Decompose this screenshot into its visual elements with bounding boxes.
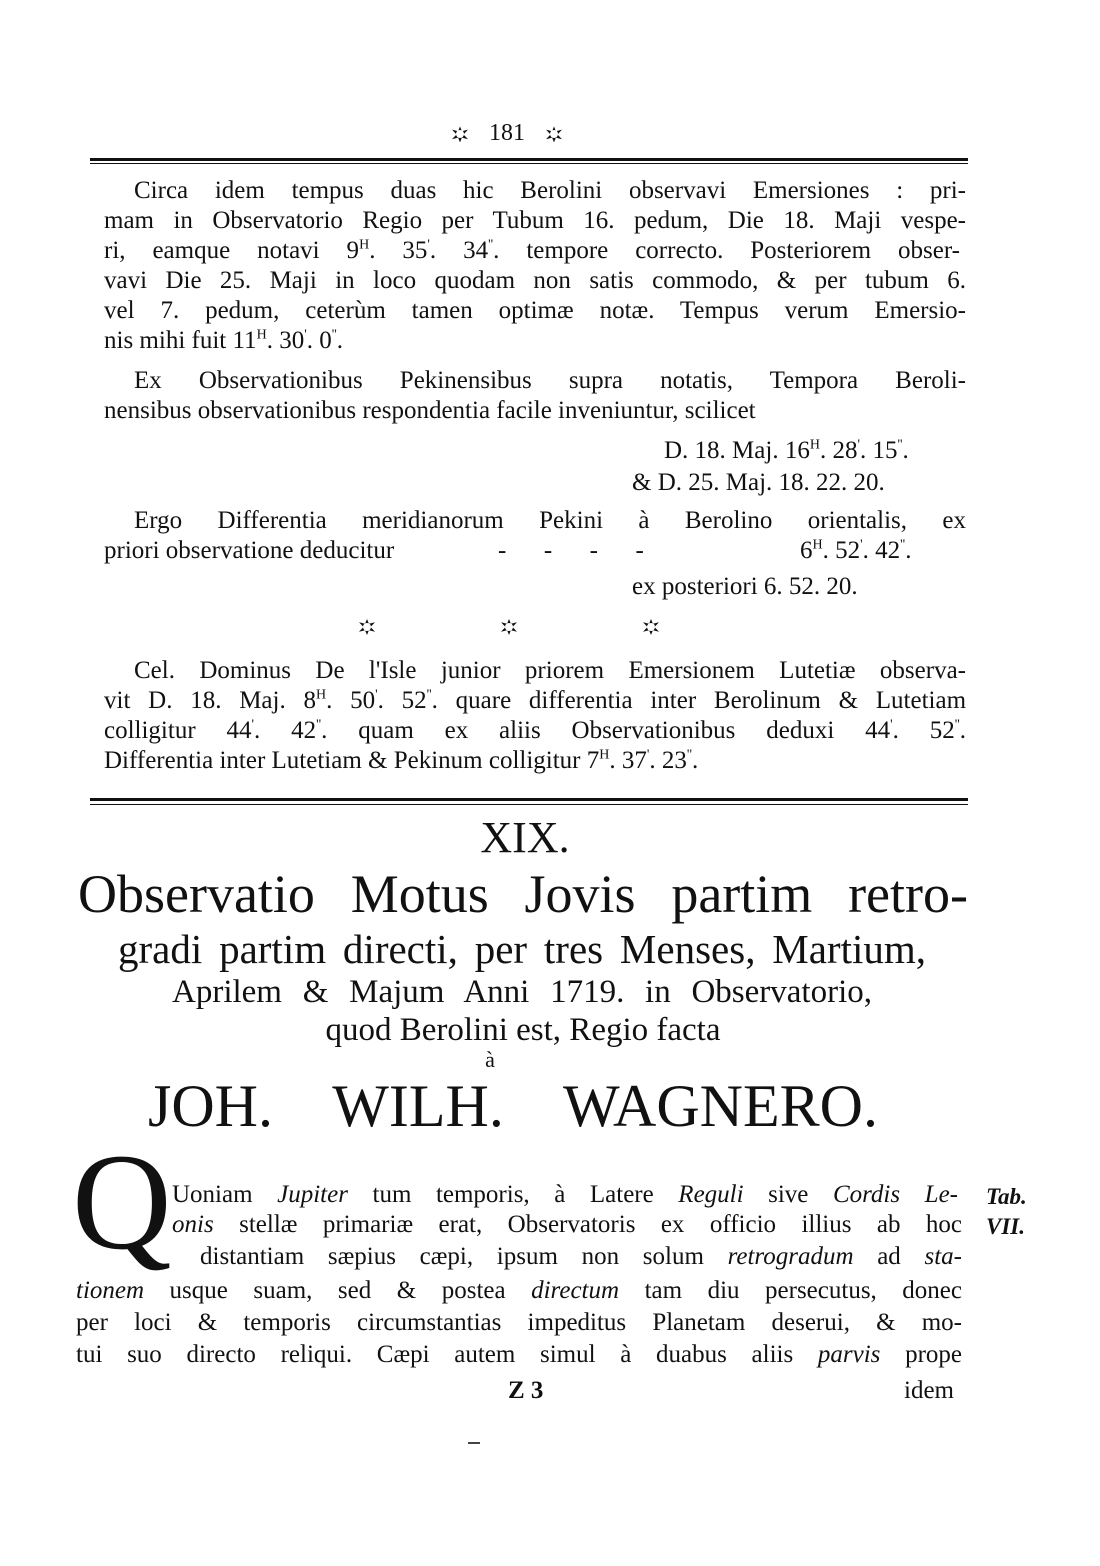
title-line: à <box>485 1047 495 1072</box>
body-line: Uoniam Jupiter tum temporis, à Latere Reguli sive Cordis Le- <box>172 1181 958 1208</box>
title-line: Aprilem & Majum Anni 1719. in Observatorio, <box>172 974 872 1010</box>
fleuron-icon <box>356 616 378 638</box>
body-line: per loci & temporis circumstantias impeditus Planetam deserui, & mo- <box>76 1309 962 1336</box>
page-number: 181 <box>489 120 525 146</box>
data-row: & D. 25. Maj. 18. 22. 20. <box>632 469 885 496</box>
leader-dashes: - - - - <box>498 537 644 564</box>
chapter-number: XIX. <box>480 813 570 862</box>
ornament-row <box>356 614 676 644</box>
title-line: Observatio Motus Jovis partim retro- <box>78 864 968 924</box>
text-line: vavi Die 25. Maji in loco quodam non satis commodo, & per tubum 6. <box>104 267 966 294</box>
catchword: idem <box>904 1377 954 1404</box>
title-line: gradi partim directi, per tres Menses, Martium, <box>118 926 926 972</box>
text-line: Cel. Dominus De l'Isle junior priorem Emersionem Lutetiæ observa- <box>134 657 966 684</box>
section-rule-thin <box>90 804 968 805</box>
drop-cap: Q <box>72 1125 172 1278</box>
text-line: Ex Observationibus Pekinensibus supra notatis, Tempora Beroli- <box>134 367 966 394</box>
header-rule-thin <box>90 163 968 164</box>
fleuron-icon <box>640 616 662 638</box>
text-line: colligitur 44'. 42''. quam ex aliis Observationibus deduxi 44'. 52''. <box>104 717 967 744</box>
body-line: tionem usque suam, sed & postea directum tam diu persecutus, donec <box>76 1277 962 1304</box>
body-line: tui suo directo reliqui. Cæpi autem simul à duabus aliis parvis prope <box>76 1341 962 1368</box>
text-line: vel 7. pedum, ceterùm tamen optimæ notæ. Tempus verum Emersio- <box>104 297 966 324</box>
text-line: ri, eamque notavi $9^H$. 35'. 34''. tempore correcto. Posteriorem obser- <box>104 237 961 264</box>
body-line: onis stellæ primariæ erat, Observatoris ex officio illius ab hoc <box>172 1211 962 1238</box>
header-rule <box>90 158 968 161</box>
data-row: D. 18. Maj. $16^H$. 28'. 15''. <box>664 437 909 464</box>
author-name: JOH. WILH. WAGNERO. <box>148 1073 878 1139</box>
fleuron-icon <box>543 123 565 145</box>
title-line: quod Berolini est, Regio facta <box>325 1012 721 1048</box>
page-header <box>449 118 565 148</box>
signature-mark: Z 3 <box>508 1377 544 1404</box>
text-line: priori observatione deducitur <box>104 537 395 564</box>
text-line: nensibus observationibus respondentia facile inveniuntur, scilicet <box>104 397 756 424</box>
body-line: distantiam sæpius cæpi, ipsum non solum retrogradum ad sta- <box>200 1243 962 1270</box>
margin-note: Tab. VII. <box>986 1184 1027 1239</box>
text-line: mam in Observatorio Regio per Tubum 16. pedum, Die 18. Maji vespe- <box>104 207 966 234</box>
text-line: nis mihi fuit $11^H$. 30'. 0''. <box>104 327 344 354</box>
data-row: $6^H$. 52'. 42''. <box>800 537 912 564</box>
fleuron-icon <box>498 616 520 638</box>
text-line: Differentia inter Lutetiam & Pekinum colligitur $7^H$. 37'. 23''. <box>104 747 699 774</box>
section-rule <box>90 798 968 801</box>
fleuron-icon <box>449 123 471 145</box>
text-line: Circa idem tempus duas hic Berolini observavi Emersiones : pri- <box>134 177 966 204</box>
text-line: Ergo Differentia meridianorum Pekini à Berolino orientalis, ex <box>134 507 966 534</box>
text-line: vit D. 18. Maj. $8^H$. 50'. 52''. quare differentia inter Berolinum & Lutetiam <box>104 687 967 714</box>
data-row: ex posteriori 6. 52. 20. <box>632 573 858 600</box>
stray-mark <box>468 1442 480 1444</box>
